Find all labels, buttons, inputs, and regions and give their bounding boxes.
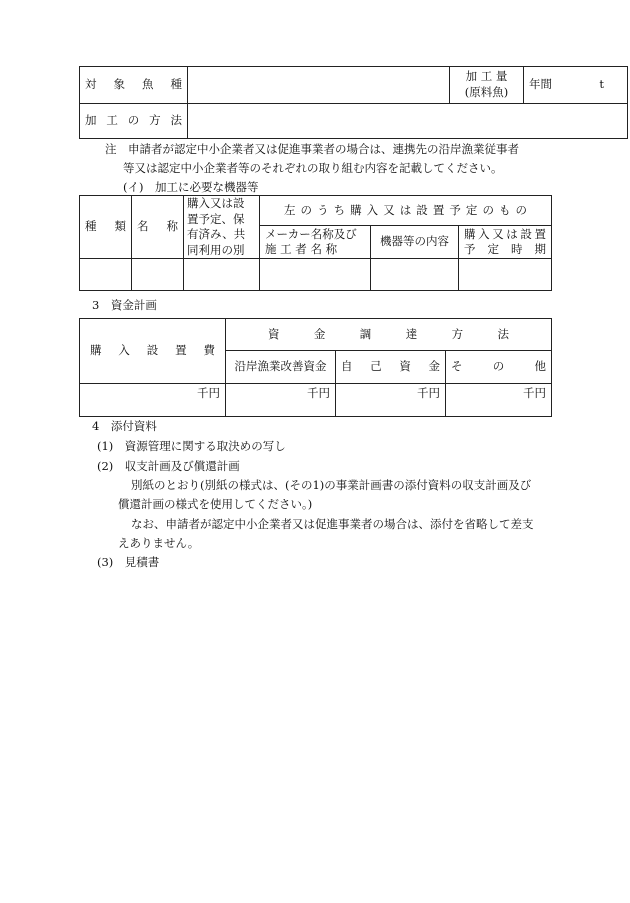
attachment-item-2-text-2: 償還計画の様式を使用してください。) [118,497,313,511]
funding-method-group-header: 資 金 調 達 方 法 [226,319,552,351]
equipment-name-cell[interactable] [132,259,184,291]
processing-volume-value[interactable]: 年間 t [524,67,628,104]
coastal-fund-amount-cell[interactable]: 千円 [226,384,336,417]
attachment-item-3: (3) 見積書 [97,555,160,569]
own-fund-amount-cell[interactable]: 千円 [336,384,446,417]
col-content-header: 機器等の内容 [371,226,459,259]
processing-method-value[interactable] [188,104,628,139]
col-other-header: そ の 他 [446,351,552,384]
target-species-label: 対 象 魚 種 [80,67,188,104]
col-maker-header: メーカー名称及び 施 工 者 名 称 [260,226,371,259]
funding-heading: 3 資金計画 [92,298,157,312]
col-schedule-header: 購入又は設置 予 定 時 期 [459,226,552,259]
target-species-value[interactable] [188,67,450,104]
attachment-item-1: (1) 資源管理に関する取決めの写し [97,439,286,453]
attachment-item-2-text-4: えありません。 [118,536,200,550]
col-type-header: 種 類 [80,196,132,259]
equipment-purchase-type-cell[interactable] [184,259,260,291]
col-coastal-fund-header: 沿岸漁業改善資金 [226,351,336,384]
col-name-header: 名 称 [132,196,184,259]
equipment-content-cell[interactable] [371,259,459,291]
cost-amount-cell[interactable]: 千円 [80,384,226,417]
equipment-schedule-cell[interactable] [459,259,552,291]
col-own-fund-header: 自 己 資 金 [336,351,446,384]
processing-volume-label: 加 工 量 (原料魚) [450,67,524,104]
note-line-1: 注 申請者が認定中小企業者又は促進事業者の場合は、連携先の沿岸漁業従事者 [105,142,519,156]
col-cost-header: 購 入 設 置 費 [80,319,226,384]
attachment-item-2-text-1: 別紙のとおり(別紙の様式は、(その1)の事業計画書の添付資料の収支計画及び [131,478,532,492]
equipment-heading: (イ) 加工に必要な機器等 [123,180,259,194]
attachment-item-2: (2) 収支計画及び償還計画 [97,459,240,473]
col-purchase-type-header: 購入又は設 置予定、保 有済み、共 同利用の別 [184,196,260,259]
other-amount-cell[interactable]: 千円 [446,384,552,417]
species-processing-table [79,66,628,139]
funding-table [79,318,552,417]
attachment-item-2-text-3: なお、申請者が認定中小企業者又は促進事業者の場合は、添付を省略して差支 [131,517,534,531]
purchase-plan-group-header: 左のうち購入又は設置予定のもの [260,196,552,226]
equipment-type-cell[interactable] [80,259,132,291]
equipment-maker-cell[interactable] [260,259,371,291]
equipment-table [79,195,552,291]
attachments-heading: 4 添付資料 [92,419,157,433]
processing-method-label: 加 工 の 方 法 [80,104,188,139]
note-line-2: 等又は認定中小企業者等のそれぞれの取り組む内容を記載してください。 [123,161,503,175]
